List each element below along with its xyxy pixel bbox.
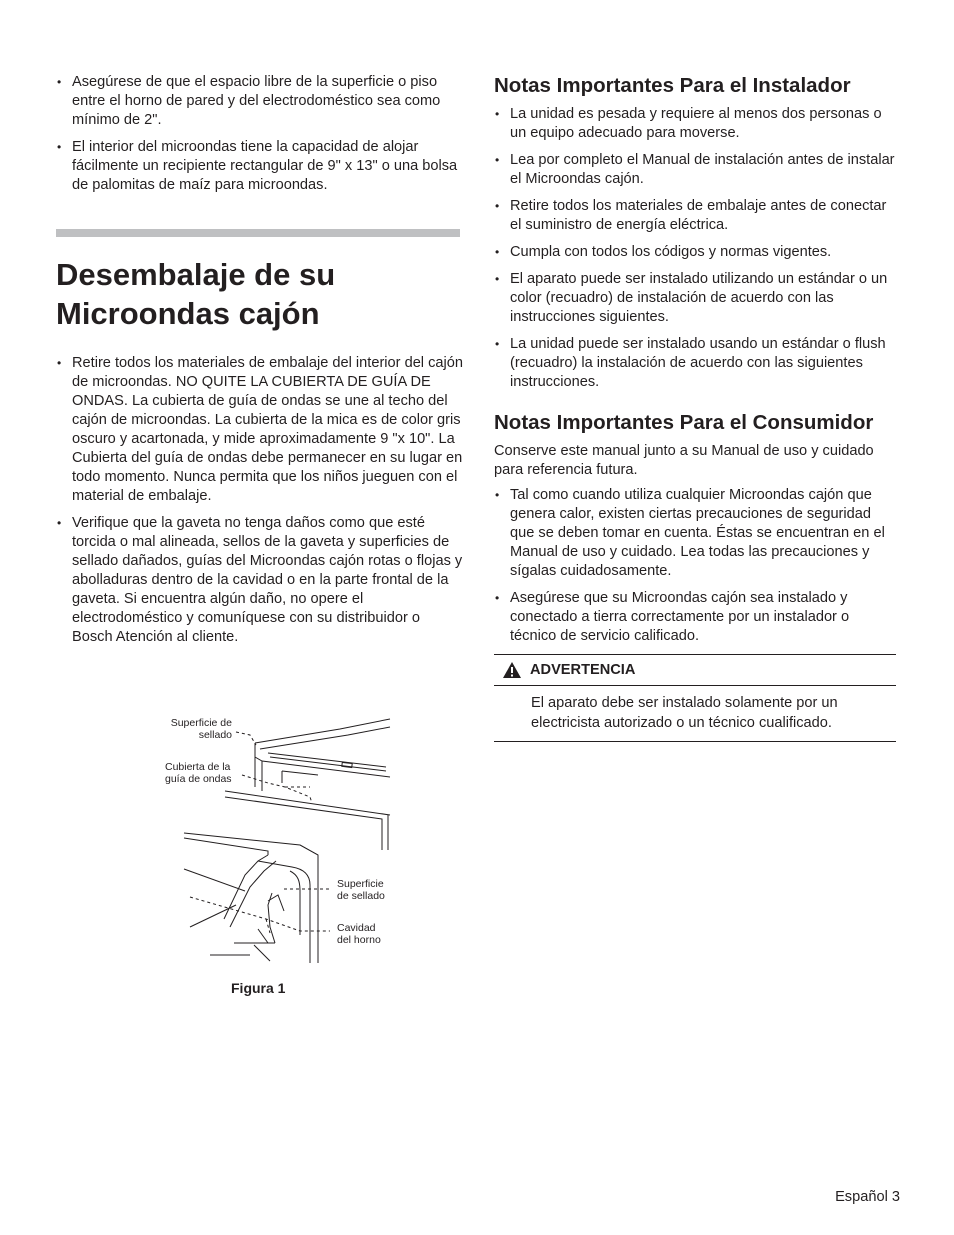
right-column bbox=[494, 73, 898, 742]
warning-header bbox=[494, 655, 896, 686]
figure-1 bbox=[150, 705, 410, 1005]
page-title bbox=[56, 255, 466, 333]
list-item: • Retire todos los materiales de embalaje antes de conectar el suministro de energía eléctrica. bbox=[494, 197, 898, 235]
list-item: • El aparato puede ser instalado utilizando un estándar o un color (recuadro) de instalación de acuerdo con las instrucciones siguientes. bbox=[494, 270, 898, 327]
list-item: • Verifique que la gaveta no tenga daños como que esté torcida o mal alineada, sellos de la gaveta y superficies de sellado dañados, guías del Microondas cajón rotas o flojas y abolladuras dentro de la cavidad o en la parte frontal de la gaveta. Si encuentra algún daño, no opere el electrodoméstico y comuníquese con su distribuidor o Bosch Atención al cliente. bbox=[56, 514, 464, 647]
figure-caption: Figura 1 bbox=[231, 980, 286, 996]
label-sealing-surface-bottom: Superficie de sellado bbox=[337, 878, 385, 902]
warning-title: ADVERTENCIA bbox=[530, 662, 636, 678]
list-item: • Asegúrese de que el espacio libre de la superficie o piso entre el horno de pared y del electrodoméstico sea como mínimo de 2". bbox=[56, 73, 464, 130]
list-item: • La unidad puede ser instalado usando un estándar o flush (recuadro) la instalación de acuerdo con las siguientes instrucciones. bbox=[494, 335, 898, 392]
page-title-line-1: Desembalaje de su bbox=[56, 257, 336, 292]
consumer-heading: Notas Importantes Para el Consumidor bbox=[494, 411, 874, 434]
consumer-intro: Conserve este manual junto a su Manual de uso y cuidado para referencia futura. bbox=[494, 443, 874, 478]
label-oven-cavity: Cavidad del horno bbox=[337, 922, 381, 946]
warning-box bbox=[494, 654, 896, 742]
installer-list bbox=[494, 105, 898, 392]
warning-triangle-icon bbox=[502, 661, 522, 679]
label-waveguide-cover: Cubierta de la guía de ondas bbox=[165, 761, 232, 785]
unpacking-bullets bbox=[56, 354, 464, 655]
list-item: • Lea por completo el Manual de instalación antes de instalar el Microondas cajón. bbox=[494, 151, 898, 189]
label-sealing-surface-top: Superficie de sellado bbox=[170, 717, 232, 741]
list-item: • Asegúrese que su Microondas cajón sea instalado y conectado a tierra correctamente por un instalador o técnico de servicio calificado. bbox=[494, 589, 898, 646]
page-title-line-2: Microondas cajón bbox=[56, 296, 320, 331]
list-item: • El interior del microondas tiene la capacidad de alojar fácilmente un recipiente rectangular de 9" x 13" o una bolsa de palomitas de maíz para microondas. bbox=[56, 138, 464, 195]
list-item: • La unidad es pesada y requiere al menos dos personas o un equipo adecuado para moverse. bbox=[494, 105, 898, 143]
page-footer: Español 3 bbox=[835, 1189, 900, 1205]
installer-heading: Notas Importantes Para el Instalador bbox=[494, 74, 851, 97]
section-divider bbox=[56, 229, 460, 237]
list-item: • Tal como cuando utiliza cualquier Microondas cajón que genera calor, existen ciertas precauciones de seguridad que se deben tomar en cuenta. Éstas se encuentran en el Manual de uso y cuidado. Lea todas las precauciones y sígalas cuidadosamente. bbox=[494, 486, 898, 581]
intro-bullets bbox=[56, 73, 464, 203]
list-item: • Retire todos los materiales de embalaje del interior del cajón de microondas. NO QUITE LA CUBIERTA DE GUÍA DE ONDAS. La cubierta de guía de ondas se une al techo del cajón de microondas. La cubierta de la mica es de color gris oscuro y acartonada, y mide aproximadamente 9 "x 10". La Cubierta del guía de ondas debe permanecer en su lugar en todo momento. Nunca permita que los niños jueguen con el material de embalaje. bbox=[56, 354, 464, 506]
consumer-list bbox=[494, 486, 898, 646]
warning-text: El aparato debe ser instalado solamente por un electricista autorizado o un técnico cualificado. bbox=[531, 695, 838, 731]
list-item: • Cumpla con todos los códigos y normas vigentes. bbox=[494, 243, 898, 262]
